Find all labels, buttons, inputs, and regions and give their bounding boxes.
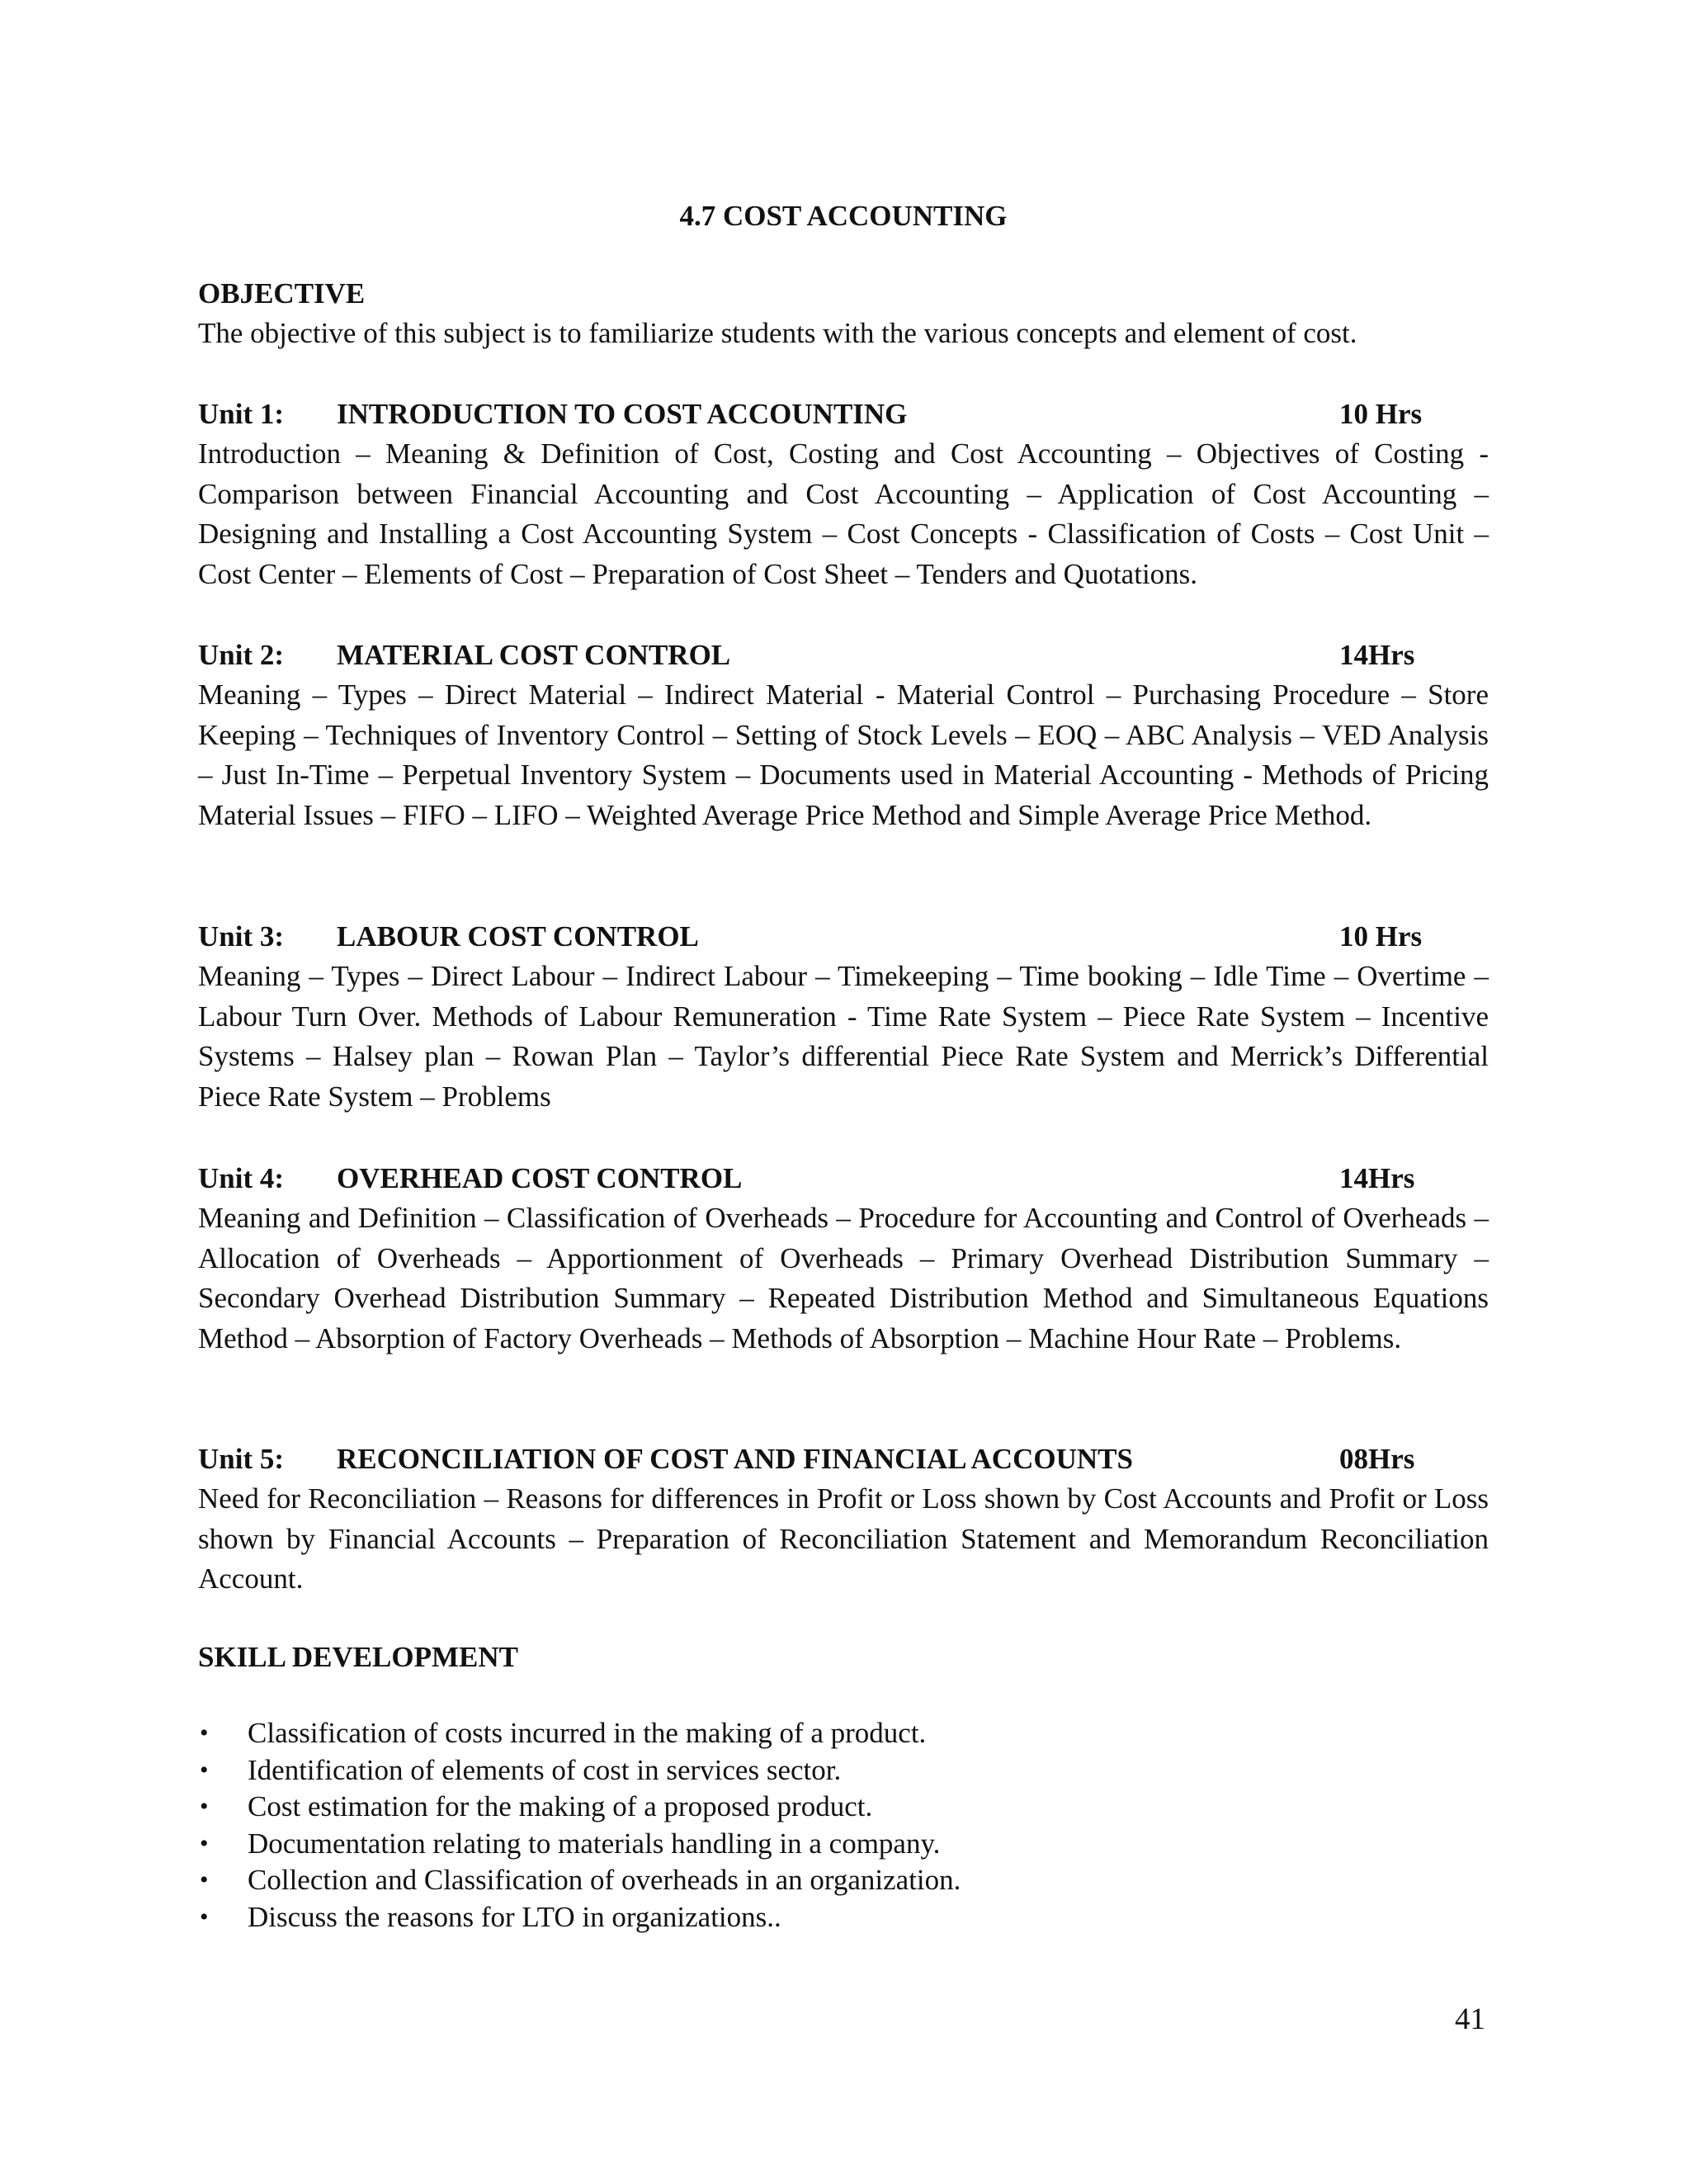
list-item <box>198 1862 1489 1899</box>
bullet-icon: • <box>200 1756 209 1784</box>
page-number: 41 <box>1455 2002 1485 2036</box>
page-title: 4.7 COST ACCOUNTING <box>679 200 1008 232</box>
unit-5-section <box>198 1439 1489 1600</box>
bullet-icon: • <box>200 1719 209 1747</box>
unit-1-title: INTRODUCTION TO COST ACCOUNTING <box>337 398 908 430</box>
unit-3-header <box>198 917 1489 957</box>
skill-item-text: Discuss the reasons for LTO in organizations.. <box>248 1900 781 1933</box>
bullet-icon: • <box>200 1903 209 1931</box>
skill-development-list-wrapper <box>198 1715 1489 1936</box>
unit-2-header <box>198 636 1489 675</box>
unit-4-content: Meaning and Definition – Classification of Overheads – Procedure for Accounting and Control of Overheads – Allocation of Overheads – Apportionment of Overheads – Primary Overhead Distribution Summary – Secondary Overhead Distribution Summary – Repeated Distribution Method and Simultaneous Equations Method – Absorption of Factory Overheads – Methods of Absorption – Machine Hour Rate – Problems. <box>198 1202 1489 1354</box>
unit-2-title: MATERIAL COST CONTROL <box>337 639 731 671</box>
unit-2-hours: 14Hrs <box>1339 639 1415 671</box>
skill-item-text: Identification of elements of cost in services sector. <box>248 1753 842 1786</box>
unit-1-header <box>198 395 1489 434</box>
unit-2-content: Meaning – Types – Direct Material – Indirect Material - Material Control – Purchasing Procedure – Store Keeping – Techniques of Inventory Control – Setting of Stock Levels – EOQ – ABC Analysis – VED Analysis – Just In-Time – Perpetual Inventory System – Documents used in Material Accounting - Methods of Pricing Material Issues – FIFO – LIFO – Weighted Average Price Method and Simple Average Price Method. <box>198 678 1489 831</box>
unit-4-label: Unit 4: <box>198 1162 285 1194</box>
unit-2-label: Unit 2: <box>198 639 285 671</box>
unit-1-section <box>198 395 1489 594</box>
unit-4-header <box>198 1159 1489 1198</box>
unit-3-hours: 10 Hrs <box>1339 920 1423 953</box>
unit-4-title: OVERHEAD COST CONTROL <box>337 1162 743 1194</box>
skill-development-section <box>198 1638 1489 1677</box>
unit-5-label: Unit 5: <box>198 1443 285 1475</box>
unit-3-label: Unit 3: <box>198 920 285 953</box>
skill-development-list <box>198 1715 1489 1936</box>
skill-item-text: Documentation relating to materials handling in a company. <box>248 1827 941 1860</box>
unit-3-title: LABOUR COST CONTROL <box>337 920 699 953</box>
skill-item-text: Cost estimation for the making of a proposed product. <box>248 1790 873 1822</box>
unit-1-label: Unit 1: <box>198 398 285 430</box>
unit-5-hours: 08Hrs <box>1339 1443 1415 1475</box>
unit-1-content: Introduction – Meaning & Definition of Cost, Costing and Cost Accounting – Objectives of Costing - Comparison between Financial Accounting and Cost Accounting – Application of Cost Accounting – Designing and Installing a Cost Accounting System – Cost Concepts - Classification of Costs – Cost Unit – Cost Center – Elements of Cost – Preparation of Cost Sheet – Tenders and Quotations. <box>198 437 1489 590</box>
unit-5-title: RECONCILIATION OF COST AND FINANCIAL ACCOUNTS <box>337 1443 1133 1475</box>
bullet-icon: • <box>200 1829 209 1857</box>
objective-section <box>198 274 1489 354</box>
list-item <box>198 1899 1489 1936</box>
objective-text: The objective of this subject is to familiarize students with the various concepts and element of cost. <box>198 317 1357 349</box>
list-item <box>198 1715 1489 1752</box>
unit-4-section <box>198 1159 1489 1359</box>
unit-4-hours: 14Hrs <box>1339 1162 1415 1194</box>
skill-item-text: Classification of costs incurred in the making of a product. <box>248 1717 927 1749</box>
list-item <box>198 1826 1489 1863</box>
bullet-icon: • <box>200 1866 209 1893</box>
skill-development-heading: SKILL DEVELOPMENT <box>198 1641 519 1673</box>
unit-5-content: Need for Reconciliation – Reasons for differences in Profit or Loss shown by Cost Accounts and Profit or Loss shown by Financial Accounts – Preparation of Reconciliation Statement and Memorandum Reconciliation Account. <box>198 1482 1489 1595</box>
unit-3-content: Meaning – Types – Direct Labour – Indirect Labour – Timekeeping – Time booking – Idle Time – Overtime – Labour Turn Over. Methods of Labour Remuneration - Time Rate System – Piece Rate System – Incentive Systems – Halsey plan – Rowan Plan – Taylor’s differential Piece Rate System and Merrick’s Differential Piece Rate System – Problems <box>198 960 1489 1113</box>
objective-heading: OBJECTIVE <box>198 277 366 310</box>
bullet-icon: • <box>200 1793 209 1820</box>
unit-1-hours: 10 Hrs <box>1339 398 1423 430</box>
unit-2-section <box>198 636 1489 835</box>
list-item <box>198 1752 1489 1789</box>
unit-5-header <box>198 1439 1489 1479</box>
list-item <box>198 1789 1489 1826</box>
unit-3-section <box>198 917 1489 1117</box>
skill-item-text: Collection and Classification of overheads in an organization. <box>248 1864 961 1896</box>
